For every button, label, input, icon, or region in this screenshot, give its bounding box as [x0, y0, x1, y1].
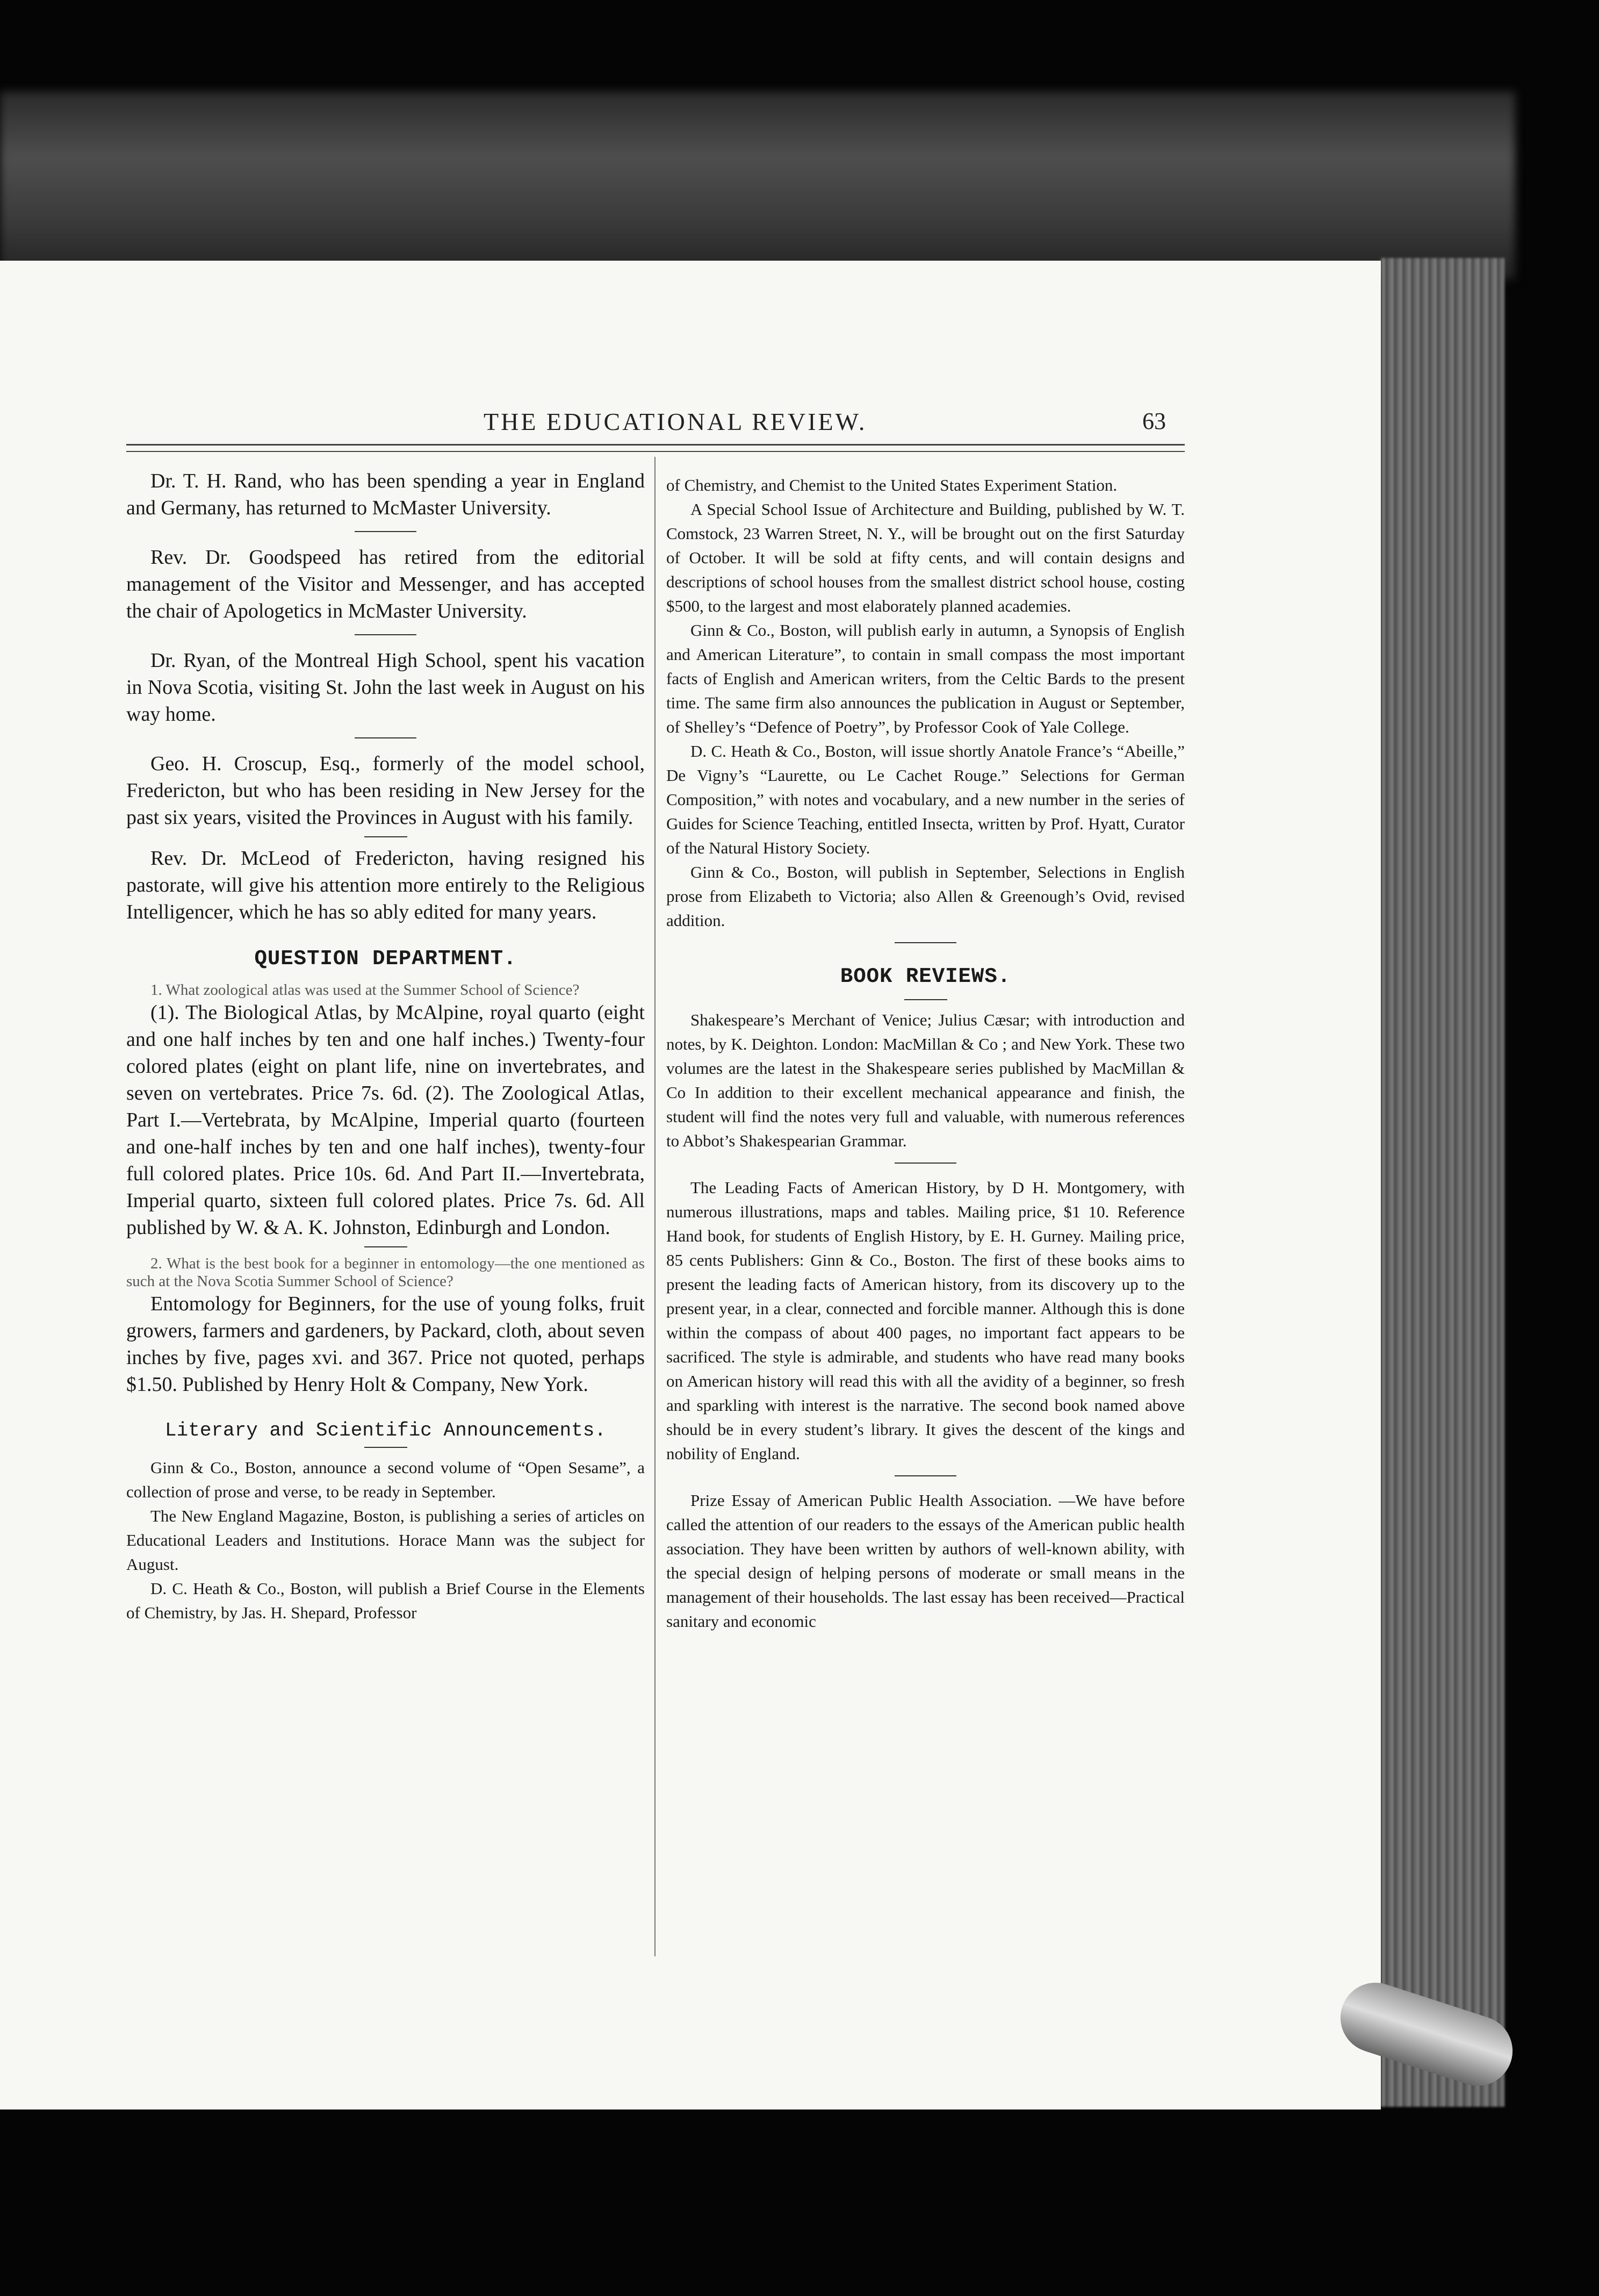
separator	[364, 836, 407, 837]
book-reviews-heading: BOOK REVIEWS.	[840, 965, 1011, 988]
separator	[364, 1246, 407, 1247]
separator	[364, 1447, 407, 1448]
page-number: 63	[1142, 408, 1166, 434]
announcement-item: Ginn & Co., Boston, announce a second volume of “Open Sesame”, a collection of prose and verse, to be ready in September.	[126, 1458, 645, 1501]
news-item: Geo. H. Croscup, Esq., formerly of the model school, Fredericton, but who has been residing in New Jersey for the past six years, visited the Provinces in August with his family.	[126, 752, 645, 829]
separator	[904, 999, 947, 1000]
announcement-item: Ginn & Co., Boston, will publish in September, Selections in English prose from Elizabeth to Victoria; also Allen & Greenough’s Ovid, revised addition.	[666, 863, 1185, 930]
news-item: Rev. Dr. McLeod of Fredericton, having resigned his pastorate, will give his attention more entirely to the Religious Intelligencer, which he has so ably edited for many years.	[126, 847, 645, 923]
review-item: The Leading Facts of American History, by D H. Montgomery, with numerous illustrations, maps and tables. Mailing price, $1 10. Reference Hand book, for students of English History, by E. H. Gurney. Mailing price, 85 cents Publishers: Ginn & Co., Boston. The first of these books aims to present the leading facts of American history, from its discovery up to the present year, in a clear, connected and forcible manner. Although this is done within the compass of about 400 pages, no important fact appears to be sacrificed. The style is admirable, and students who have read many books on American history will read this with all the avidity of a beginner, so fresh and sparkling with interest is the narrative. The second book named above should be in every student’s library. It gives the descent of the kings and nobility of England.	[666, 1178, 1185, 1463]
answer-text: (1). The Biological Atlas, by McAlpine, royal quarto (eight and one half inches by ten and one half inches.) Twenty-four colored plates (eight on plant life, nine on invertebrates, and seven on vertebrates. Price 7s. 6d. (2). The Zoological Atlas, Part I.—Vertebrata, by McAlpine, Imperial quarto (fourteen and one-half inches by ten and one half inches), twenty-four full colored plates. Price 10s. 6d. And Part II.—Invertebrata, Imperial quarto, sixteen full colored plates. Price 7s. 6d. All published by W. & A. K. Johnston, Edinburgh and London.	[126, 1001, 645, 1239]
column-divider	[654, 457, 656, 1956]
news-item: Dr. T. H. Rand, who has been spending a year in England and Germany, has returned to McMaster University.	[126, 470, 645, 519]
announcement-item: D. C. Heath & Co., Boston, will publish a Brief Course in the Elements of Chemistry, by Jas. H. Shepard, Professor	[126, 1579, 645, 1622]
news-item: Dr. Ryan, of the Montreal High School, spent his vacation in Nova Scotia, visiting St. John the last week in August on his way home.	[126, 649, 645, 726]
announcements-heading: Literary and Scientific Announcements.	[165, 1419, 606, 1441]
announcement-item: A Special School Issue of Architecture and Building, published by W. T. Comstock, 23 Warren Street, N. Y., will be brought out on the first Saturday of October. It will be sold at fifty cents, and will contain designs and descriptions of school houses from the smallest district school house, costing $500, to the largest and most elaborately planned academies.	[666, 500, 1185, 615]
question-department-heading: QUESTION DEPARTMENT.	[254, 947, 517, 971]
question-text: 1. What zoological atlas was used at the Summer School of Science?	[150, 981, 580, 999]
page-header	[124, 404, 1166, 436]
news-item: Rev. Dr. Goodspeed has retired from the editorial management of the Visitor and Messenger, and has accepted the chair of Apologetics in McMaster University.	[126, 546, 645, 622]
separator	[355, 737, 416, 738]
question-text: 2. What is the best book for a beginner in entomology—the one mentioned as such at the Nova Scotia Summer School of Science?	[126, 1255, 645, 1290]
blurred-page-edge	[0, 91, 1515, 279]
separator	[895, 1163, 956, 1164]
answer-text: Entomology for Beginners, for the use of young folks, fruit growers, farmers and gardeners, by Packard, cloth, about seven inches by five, pages xvi. and 367. Price not quoted, perhaps $1.50. Published by Henry Holt & Company, New York.	[126, 1293, 645, 1396]
separator	[355, 531, 416, 532]
announcement-item: The New England Magazine, Boston, is publishing a series of articles on Educational Leaders and Institutions. Horace Mann was the subject for August.	[126, 1506, 645, 1574]
separator	[355, 634, 416, 635]
separator	[895, 1475, 956, 1476]
announcement-item: Ginn & Co., Boston, will publish early in autumn, a Synopsis of English and American Literature”, to contain in small compass the most important facts of English and American writers, from the Celtic Bards to the present time. The same firm also announces the publication in August or September, of Shelley’s “Defence of Poetry”, by Professor Cook of Yale College.	[666, 621, 1185, 736]
review-item: Prize Essay of American Public Health Association. —We have before called the attention of our readers to the essays of the American public health association. They have been written by authors of well-known ability, with the special design of helping persons of moderate or small means in the management of their households. The last essay has been received—Practical sanitary and economic	[666, 1491, 1185, 1631]
separator	[895, 942, 956, 943]
review-item: Shakespeare’s Merchant of Venice; Julius Cæsar; with introduction and notes, by K. Deighton. London: MacMillan & Co ; and New York. These two volumes are the latest in the Shakespeare series published by MacMillan & Co In addition to their excellent mechanical appearance and finish, the student will find the notes very full and valuable, with numerous references to Abbot’s Shakespearian Grammar.	[666, 1010, 1185, 1150]
header-rule-thin	[126, 451, 1185, 452]
left-column	[126, 468, 645, 1625]
announcement-item: D. C. Heath & Co., Boston, will issue shortly Anatole France’s “Abeille,” De Vigny’s “Laurette, ou Le Cachet Rouge.” Selections for German Composition,” with notes and vocabulary, and a new number in the series of Guides for Science Teaching, entitled Insecta, written by Prof. Hyatt, Curator of the Natural History Society.	[666, 742, 1185, 857]
book-fore-edge	[1381, 258, 1504, 2107]
announcement-item: of Chemistry, and Chemist to the United States Experiment Station.	[666, 476, 1118, 494]
running-title: THE EDUCATIONAL REVIEW.	[484, 408, 867, 435]
right-column	[666, 473, 1185, 1633]
header-rule	[126, 444, 1185, 446]
